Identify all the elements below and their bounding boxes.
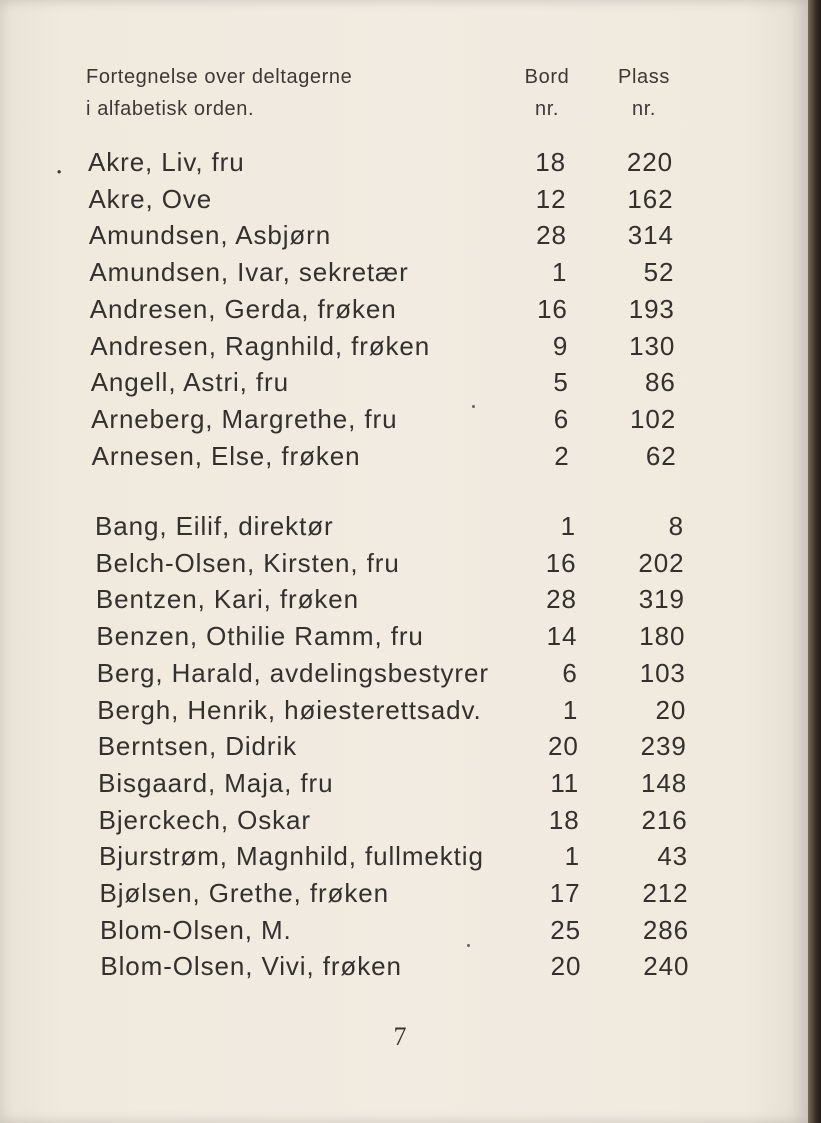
participant-name: Andresen, Gerda, frøken (89, 293, 397, 324)
participant-name: Blom-Olsen, Vivi, frøken (100, 951, 402, 982)
seat-number: 62 (645, 440, 677, 471)
table-number: 28 (536, 220, 567, 251)
participant-name: Bjerckech, Oskar (98, 804, 311, 835)
participant-name: Akre, Liv, fru (88, 147, 245, 177)
book-spine-edge (808, 0, 821, 1123)
seat-number: 180 (639, 621, 686, 652)
table-number: 1 (560, 511, 576, 541)
header-bord-label: Bord (524, 66, 570, 88)
paper-speck (472, 405, 475, 408)
table-number: 1 (551, 257, 568, 288)
header-bord-nr: nr. (534, 98, 560, 120)
table-number: 16 (545, 547, 577, 578)
seat-number: 239 (640, 731, 687, 762)
participant-name: Belch-Olsen, Kirsten, fru (95, 547, 400, 578)
seat-number: 130 (629, 330, 676, 361)
participant-name: Bergh, Henrik, høiesterettsadv. (97, 694, 482, 725)
table-number: 6 (553, 403, 570, 434)
table-number: 18 (535, 147, 566, 177)
header-title-line-2: i alfabetisk orden. (86, 98, 255, 120)
seat-number: 148 (641, 767, 688, 798)
seat-number: 52 (643, 257, 675, 288)
participant-name: Bjurstrøm, Magnhild, fullmektig (99, 841, 484, 872)
seat-number: 193 (628, 293, 675, 324)
participant-name: Akre, Ove (88, 183, 213, 214)
seat-number: 8 (668, 511, 684, 541)
table-number: 12 (535, 183, 567, 214)
table-number: 17 (549, 878, 581, 908)
participant-name: Blom-Olsen, M. (99, 914, 292, 945)
table-number: 18 (548, 804, 580, 835)
table-number: 2 (554, 440, 570, 471)
participant-name: Bentzen, Kari, frøken (95, 584, 360, 615)
participant-name: Bang, Eilif, direktør (95, 511, 334, 541)
participant-name: Berg, Harald, avdelingsbestyrer (96, 657, 489, 688)
page-number: 7 (393, 1022, 407, 1051)
participant-name: Berntsen, Didrik (97, 731, 298, 762)
table-number: 11 (550, 767, 580, 798)
seat-number: 86 (644, 367, 676, 398)
header-title-line-1: Fortegnelse over deltagerne (86, 66, 353, 88)
paper-speck (467, 944, 470, 947)
seat-number: 216 (641, 804, 688, 835)
seat-number: 20 (655, 694, 687, 725)
seat-number: 314 (627, 220, 674, 251)
table-number: 1 (564, 841, 581, 872)
participant-name: Benzen, Othilie Ramm, fru (96, 621, 424, 652)
table-number: 20 (547, 731, 579, 762)
participant-name: Bjølsen, Grethe, frøken (99, 878, 389, 908)
table-number: 14 (546, 621, 578, 652)
table-number: 9 (552, 330, 569, 361)
table-number: 16 (537, 293, 568, 324)
seat-number: 102 (630, 403, 677, 434)
table-number: 6 (562, 657, 578, 688)
seat-number: 319 (638, 584, 685, 615)
table-number: 28 (546, 584, 577, 615)
participant-name: Arneberg, Margrethe, fru (91, 403, 398, 434)
seat-number: 202 (638, 547, 685, 578)
margin-mark: . (55, 150, 64, 180)
table-number: 25 (550, 914, 581, 945)
seat-number: 240 (643, 951, 690, 982)
seat-number: 286 (642, 914, 689, 945)
participant-name: Amundsen, Ivar, sekretær (89, 257, 409, 288)
seat-number: 162 (627, 183, 674, 214)
header-plass-label: Plass (618, 66, 670, 88)
seat-number: 212 (642, 878, 689, 908)
seat-number: 220 (626, 147, 673, 177)
participant-name: Arnesen, Else, frøken (91, 440, 361, 471)
seat-number: 103 (639, 657, 686, 688)
table-number: 20 (550, 951, 582, 982)
participant-name: Amundsen, Asbjørn (88, 220, 332, 251)
participant-name: Andresen, Ragnhild, frøken (90, 330, 431, 361)
seat-number: 43 (657, 841, 689, 872)
participant-name: Bisgaard, Maja, fru (98, 767, 334, 798)
participant-name: Angell, Astri, fru (90, 367, 289, 398)
table-number: 1 (562, 694, 579, 725)
table-number: 5 (553, 367, 569, 398)
header-plass-nr: nr. (631, 98, 657, 120)
